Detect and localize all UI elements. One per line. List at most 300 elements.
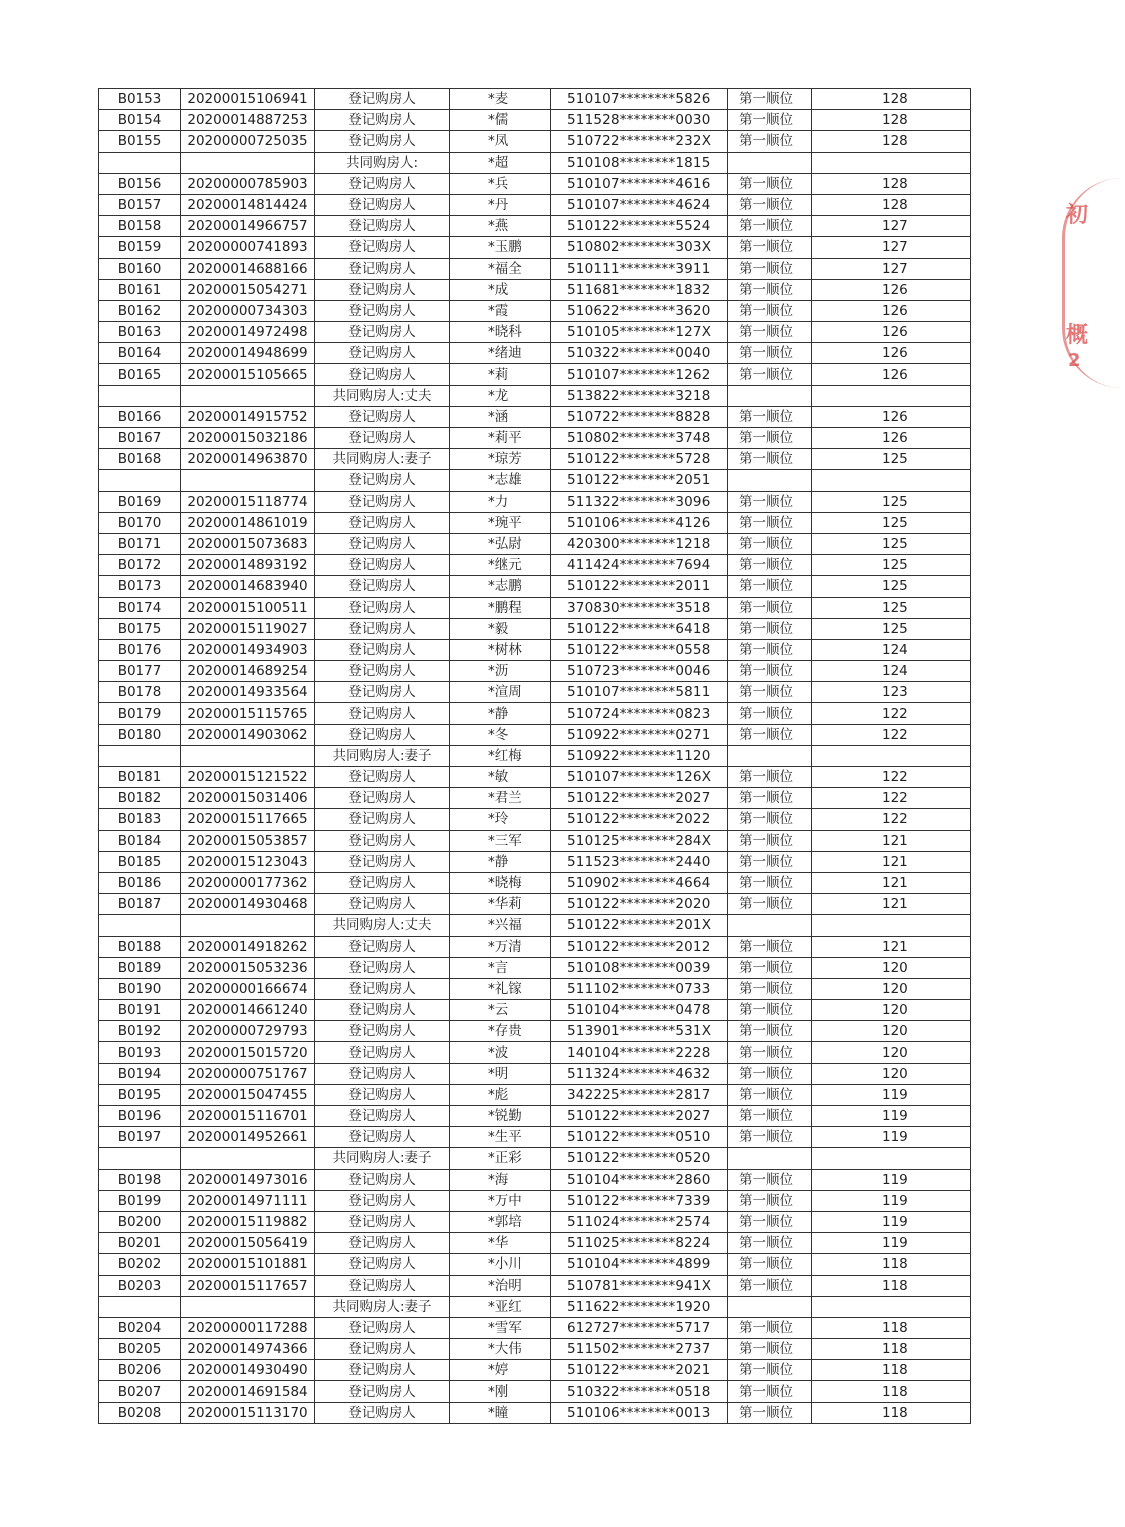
priority-order: 第一顺位 xyxy=(728,936,812,957)
applicant-role: 登记购房人 xyxy=(315,89,450,110)
priority-order: 第一顺位 xyxy=(728,1063,812,1084)
table-row xyxy=(99,1296,971,1317)
score xyxy=(812,152,971,173)
applicant-name: *丹 xyxy=(450,194,551,215)
priority-order xyxy=(728,470,812,491)
priority-order: 第一顺位 xyxy=(728,449,812,470)
id-number: 511102********0733 xyxy=(551,978,728,999)
applicant-role: 登记购房人 xyxy=(315,1063,450,1084)
row-code: B0163 xyxy=(99,322,181,343)
id-number: 510107********5811 xyxy=(551,682,728,703)
table-row xyxy=(99,1148,971,1169)
table-row xyxy=(99,1000,971,1021)
row-code: B0196 xyxy=(99,1106,181,1127)
table-row xyxy=(99,661,971,682)
score: 126 xyxy=(812,322,971,343)
priority-order: 第一顺位 xyxy=(728,428,812,449)
row-code: B0161 xyxy=(99,279,181,300)
registration-number: 20200015105665 xyxy=(181,364,315,385)
priority-order: 第一顺位 xyxy=(728,1084,812,1105)
score xyxy=(812,1148,971,1169)
row-code: B0204 xyxy=(99,1317,181,1338)
table-row xyxy=(99,110,971,131)
score: 121 xyxy=(812,830,971,851)
applicant-name: *儒 xyxy=(450,110,551,131)
applicant-name: *兴福 xyxy=(450,915,551,936)
registration-number: 20200015073683 xyxy=(181,533,315,554)
applicant-role: 登记购房人 xyxy=(315,428,450,449)
score: 118 xyxy=(812,1254,971,1275)
row-code: B0155 xyxy=(99,131,181,152)
applicant-role: 登记购房人 xyxy=(315,491,450,512)
priority-order xyxy=(728,915,812,936)
id-number: 510104********0478 xyxy=(551,1000,728,1021)
registration-number: 20200015117665 xyxy=(181,809,315,830)
table-row xyxy=(99,1381,971,1402)
table-row xyxy=(99,1339,971,1360)
table-row xyxy=(99,745,971,766)
row-code: B0168 xyxy=(99,449,181,470)
score: 121 xyxy=(812,894,971,915)
id-number: 510723********0046 xyxy=(551,661,728,682)
table-row xyxy=(99,682,971,703)
applicant-role: 共同购房人:妻子 xyxy=(315,1296,450,1317)
score: 119 xyxy=(812,1106,971,1127)
priority-order: 第一顺位 xyxy=(728,1211,812,1232)
applicant-name: *华莉 xyxy=(450,894,551,915)
row-code: B0175 xyxy=(99,618,181,639)
registration-number: 20200015031406 xyxy=(181,788,315,809)
table-row xyxy=(99,915,971,936)
applicant-name: *君兰 xyxy=(450,788,551,809)
applicant-role: 登记购房人 xyxy=(315,1233,450,1254)
applicant-name: *志雄 xyxy=(450,470,551,491)
priority-order xyxy=(728,1148,812,1169)
id-number: 510122********2027 xyxy=(551,1106,728,1127)
table-row xyxy=(99,237,971,258)
id-number: 510107********5826 xyxy=(551,89,728,110)
score: 120 xyxy=(812,1063,971,1084)
applicant-role: 共同购房人: xyxy=(315,152,450,173)
row-code: B0182 xyxy=(99,788,181,809)
score: 126 xyxy=(812,300,971,321)
registration-number: 20200014973016 xyxy=(181,1169,315,1190)
score: 118 xyxy=(812,1339,971,1360)
registration-number: 20200014930490 xyxy=(181,1360,315,1381)
applicant-name: *治明 xyxy=(450,1275,551,1296)
applicant-name: *超 xyxy=(450,152,551,173)
applicant-role: 登记购房人 xyxy=(315,1127,450,1148)
registration-number: 20200015054271 xyxy=(181,279,315,300)
priority-order: 第一顺位 xyxy=(728,131,812,152)
id-number: 511681********1832 xyxy=(551,279,728,300)
table-row xyxy=(99,279,971,300)
row-code: B0187 xyxy=(99,894,181,915)
priority-order: 第一顺位 xyxy=(728,809,812,830)
table-row xyxy=(99,576,971,597)
applicant-name: *沥 xyxy=(450,661,551,682)
score: 125 xyxy=(812,555,971,576)
row-code: B0198 xyxy=(99,1169,181,1190)
priority-order: 第一顺位 xyxy=(728,682,812,703)
priority-order: 第一顺位 xyxy=(728,555,812,576)
applicant-role: 登记购房人 xyxy=(315,894,450,915)
score xyxy=(812,1296,971,1317)
applicant-name: *晓科 xyxy=(450,322,551,343)
registration-number: 20200000166674 xyxy=(181,978,315,999)
id-number: 510122********6418 xyxy=(551,618,728,639)
id-number: 513822********3218 xyxy=(551,385,728,406)
table-row xyxy=(99,89,971,110)
id-number: 510722********8828 xyxy=(551,406,728,427)
priority-order: 第一顺位 xyxy=(728,343,812,364)
table-row xyxy=(99,1190,971,1211)
row-code: B0186 xyxy=(99,872,181,893)
priority-order: 第一顺位 xyxy=(728,618,812,639)
applicant-name: *明 xyxy=(450,1063,551,1084)
score: 122 xyxy=(812,788,971,809)
applicant-role: 登记购房人 xyxy=(315,1000,450,1021)
priority-order xyxy=(728,385,812,406)
registration-number: 20200015117657 xyxy=(181,1275,315,1296)
priority-order: 第一顺位 xyxy=(728,406,812,427)
row-code: B0191 xyxy=(99,1000,181,1021)
applicant-role: 登记购房人 xyxy=(315,173,450,194)
score: 118 xyxy=(812,1317,971,1338)
id-number: 510104********4899 xyxy=(551,1254,728,1275)
row-code: B0154 xyxy=(99,110,181,131)
registration-number: 20200014887253 xyxy=(181,110,315,131)
table-body xyxy=(99,89,971,1424)
applicant-role: 登记购房人 xyxy=(315,936,450,957)
score: 128 xyxy=(812,173,971,194)
id-number: 510108********0039 xyxy=(551,957,728,978)
applicant-role: 登记购房人 xyxy=(315,661,450,682)
score: 125 xyxy=(812,618,971,639)
table-row xyxy=(99,152,971,173)
row-code xyxy=(99,745,181,766)
applicant-name: *敏 xyxy=(450,767,551,788)
applicant-name: *大伟 xyxy=(450,1339,551,1360)
table-row xyxy=(99,1021,971,1042)
registration-number: 20200014688166 xyxy=(181,258,315,279)
priority-order: 第一顺位 xyxy=(728,1106,812,1127)
priority-order: 第一顺位 xyxy=(728,830,812,851)
table-row xyxy=(99,597,971,618)
registration-number: 20200014861019 xyxy=(181,512,315,533)
score: 126 xyxy=(812,406,971,427)
table-row xyxy=(99,300,971,321)
score: 119 xyxy=(812,1190,971,1211)
applicant-role: 登记购房人 xyxy=(315,1317,450,1338)
score: 119 xyxy=(812,1211,971,1232)
score: 123 xyxy=(812,682,971,703)
priority-order: 第一顺位 xyxy=(728,1381,812,1402)
row-code: B0178 xyxy=(99,682,181,703)
priority-order: 第一顺位 xyxy=(728,1169,812,1190)
registration-number: 20200014952661 xyxy=(181,1127,315,1148)
priority-order: 第一顺位 xyxy=(728,1360,812,1381)
id-number: 510122********7339 xyxy=(551,1190,728,1211)
applicant-table xyxy=(98,88,971,1424)
score: 120 xyxy=(812,978,971,999)
row-code: B0201 xyxy=(99,1233,181,1254)
table-row xyxy=(99,957,971,978)
table-row xyxy=(99,1402,971,1423)
id-number: 510322********0040 xyxy=(551,343,728,364)
table-row xyxy=(99,724,971,745)
row-code: B0183 xyxy=(99,809,181,830)
priority-order: 第一顺位 xyxy=(728,194,812,215)
row-code xyxy=(99,385,181,406)
applicant-name: *婷 xyxy=(450,1360,551,1381)
priority-order: 第一顺位 xyxy=(728,322,812,343)
priority-order: 第一顺位 xyxy=(728,512,812,533)
applicant-name: *小川 xyxy=(450,1254,551,1275)
row-code: B0202 xyxy=(99,1254,181,1275)
row-code xyxy=(99,152,181,173)
table-row xyxy=(99,1360,971,1381)
id-number: 411424********7694 xyxy=(551,555,728,576)
applicant-name: *波 xyxy=(450,1042,551,1063)
registration-number: 20200014934903 xyxy=(181,639,315,660)
row-code: B0197 xyxy=(99,1127,181,1148)
priority-order: 第一顺位 xyxy=(728,576,812,597)
table-row xyxy=(99,343,971,364)
priority-order: 第一顺位 xyxy=(728,110,812,131)
applicant-name: *瞳 xyxy=(450,1402,551,1423)
id-number: 342225********2817 xyxy=(551,1084,728,1105)
applicant-name: *晓梅 xyxy=(450,872,551,893)
table-row xyxy=(99,1042,971,1063)
id-number: 511024********2574 xyxy=(551,1211,728,1232)
row-code: B0205 xyxy=(99,1339,181,1360)
applicant-name: *霞 xyxy=(450,300,551,321)
registration-number: 20200015053857 xyxy=(181,830,315,851)
priority-order: 第一顺位 xyxy=(728,703,812,724)
row-code: B0189 xyxy=(99,957,181,978)
applicant-role: 登记购房人 xyxy=(315,1169,450,1190)
row-code: B0157 xyxy=(99,194,181,215)
table-row xyxy=(99,788,971,809)
row-code: B0171 xyxy=(99,533,181,554)
score: 125 xyxy=(812,533,971,554)
applicant-name: *彪 xyxy=(450,1084,551,1105)
applicant-role: 共同购房人:妻子 xyxy=(315,745,450,766)
score: 120 xyxy=(812,1000,971,1021)
table-row xyxy=(99,978,971,999)
id-number: 510107********1262 xyxy=(551,364,728,385)
row-code: B0170 xyxy=(99,512,181,533)
registration-number: 20200014971111 xyxy=(181,1190,315,1211)
table-row xyxy=(99,1169,971,1190)
id-number: 140104********2228 xyxy=(551,1042,728,1063)
row-code: B0158 xyxy=(99,216,181,237)
table-row xyxy=(99,491,971,512)
table-row xyxy=(99,428,971,449)
priority-order: 第一顺位 xyxy=(728,364,812,385)
applicant-name: *雪军 xyxy=(450,1317,551,1338)
applicant-role: 登记购房人 xyxy=(315,1106,450,1127)
row-code: B0185 xyxy=(99,851,181,872)
score: 120 xyxy=(812,957,971,978)
applicant-name: *海 xyxy=(450,1169,551,1190)
id-number: 510107********4616 xyxy=(551,173,728,194)
registration-number xyxy=(181,1296,315,1317)
table-row xyxy=(99,1211,971,1232)
row-code: B0172 xyxy=(99,555,181,576)
id-number: 510922********0271 xyxy=(551,724,728,745)
applicant-role: 登记购房人 xyxy=(315,1275,450,1296)
applicant-name: *存贵 xyxy=(450,1021,551,1042)
applicant-name: *静 xyxy=(450,851,551,872)
row-code xyxy=(99,1148,181,1169)
score: 124 xyxy=(812,661,971,682)
table-row xyxy=(99,555,971,576)
applicant-name: *亚红 xyxy=(450,1296,551,1317)
applicant-role: 登记购房人 xyxy=(315,1254,450,1275)
id-number: 510122********0520 xyxy=(551,1148,728,1169)
row-code: B0169 xyxy=(99,491,181,512)
applicant-name: *莉平 xyxy=(450,428,551,449)
registration-number xyxy=(181,152,315,173)
table-row xyxy=(99,449,971,470)
row-code: B0188 xyxy=(99,936,181,957)
applicant-name: *兵 xyxy=(450,173,551,194)
applicant-role: 共同购房人:丈夫 xyxy=(315,385,450,406)
applicant-role: 登记购房人 xyxy=(315,512,450,533)
registration-number: 20200014661240 xyxy=(181,1000,315,1021)
score: 118 xyxy=(812,1360,971,1381)
priority-order: 第一顺位 xyxy=(728,89,812,110)
id-number: 510902********4664 xyxy=(551,872,728,893)
applicant-role: 登记购房人 xyxy=(315,364,450,385)
priority-order: 第一顺位 xyxy=(728,978,812,999)
registration-number: 20200014893192 xyxy=(181,555,315,576)
table-row xyxy=(99,216,971,237)
applicant-name: *福全 xyxy=(450,258,551,279)
score: 128 xyxy=(812,131,971,152)
applicant-role: 登记购房人 xyxy=(315,597,450,618)
registration-number: 20200000117288 xyxy=(181,1317,315,1338)
row-code: B0166 xyxy=(99,406,181,427)
applicant-role: 登记购房人 xyxy=(315,1360,450,1381)
registration-number: 20200015119882 xyxy=(181,1211,315,1232)
row-code: B0190 xyxy=(99,978,181,999)
table-row xyxy=(99,767,971,788)
applicant-role: 登记购房人 xyxy=(315,576,450,597)
priority-order: 第一顺位 xyxy=(728,258,812,279)
applicant-name: *玲 xyxy=(450,809,551,830)
priority-order: 第一顺位 xyxy=(728,1000,812,1021)
score: 122 xyxy=(812,767,971,788)
row-code: B0207 xyxy=(99,1381,181,1402)
registration-number: 20200015053236 xyxy=(181,957,315,978)
applicant-role: 登记购房人 xyxy=(315,300,450,321)
row-code: B0162 xyxy=(99,300,181,321)
applicant-name: *树林 xyxy=(450,639,551,660)
applicant-role: 登记购房人 xyxy=(315,1084,450,1105)
id-number: 510122********5524 xyxy=(551,216,728,237)
table-row xyxy=(99,894,971,915)
priority-order: 第一顺位 xyxy=(728,788,812,809)
applicant-role: 登记购房人 xyxy=(315,131,450,152)
score: 128 xyxy=(812,194,971,215)
applicant-role: 登记购房人 xyxy=(315,767,450,788)
row-code: B0206 xyxy=(99,1360,181,1381)
registration-number: 20200014963870 xyxy=(181,449,315,470)
row-code: B0156 xyxy=(99,173,181,194)
id-number: 510322********0518 xyxy=(551,1381,728,1402)
applicant-role: 登记购房人 xyxy=(315,1381,450,1402)
priority-order: 第一顺位 xyxy=(728,872,812,893)
table-row xyxy=(99,194,971,215)
applicant-name: *礼镓 xyxy=(450,978,551,999)
row-code: B0177 xyxy=(99,661,181,682)
priority-order: 第一顺位 xyxy=(728,237,812,258)
id-number: 511502********2737 xyxy=(551,1339,728,1360)
registration-number: 20200014966757 xyxy=(181,216,315,237)
id-number: 511523********2440 xyxy=(551,851,728,872)
registration-number: 20200015015720 xyxy=(181,1042,315,1063)
applicant-name: *红梅 xyxy=(450,745,551,766)
id-number: 510122********2012 xyxy=(551,936,728,957)
registration-number: 20200015116701 xyxy=(181,1106,315,1127)
id-number: 510122********2020 xyxy=(551,894,728,915)
registration-number: 20200015106941 xyxy=(181,89,315,110)
priority-order: 第一顺位 xyxy=(728,1402,812,1423)
applicant-name: *渲周 xyxy=(450,682,551,703)
row-code: B0167 xyxy=(99,428,181,449)
table-row xyxy=(99,703,971,724)
id-number: 510622********3620 xyxy=(551,300,728,321)
priority-order: 第一顺位 xyxy=(728,639,812,660)
table-row xyxy=(99,322,971,343)
applicant-role: 登记购房人 xyxy=(315,809,450,830)
table-row xyxy=(99,1275,971,1296)
id-number: 510108********1815 xyxy=(551,152,728,173)
applicant-role: 登记购房人 xyxy=(315,830,450,851)
row-code xyxy=(99,1296,181,1317)
table-row xyxy=(99,1084,971,1105)
registration-number: 20200015100511 xyxy=(181,597,315,618)
table-row xyxy=(99,1317,971,1338)
priority-order: 第一顺位 xyxy=(728,300,812,321)
priority-order: 第一顺位 xyxy=(728,533,812,554)
id-number: 510122********2051 xyxy=(551,470,728,491)
table-row xyxy=(99,1254,971,1275)
row-code xyxy=(99,915,181,936)
priority-order xyxy=(728,745,812,766)
id-number: 510122********2021 xyxy=(551,1360,728,1381)
registration-number: 20200014974366 xyxy=(181,1339,315,1360)
score: 119 xyxy=(812,1169,971,1190)
applicant-name: *三军 xyxy=(450,830,551,851)
applicant-name: *绪迪 xyxy=(450,343,551,364)
registration-number xyxy=(181,1148,315,1169)
registration-number: 20200014933564 xyxy=(181,682,315,703)
score: 125 xyxy=(812,576,971,597)
id-number: 510122********2022 xyxy=(551,809,728,830)
row-code: B0174 xyxy=(99,597,181,618)
table-row xyxy=(99,830,971,851)
score: 126 xyxy=(812,279,971,300)
score: 119 xyxy=(812,1084,971,1105)
table-row xyxy=(99,364,971,385)
priority-order: 第一顺位 xyxy=(728,894,812,915)
id-number: 511324********4632 xyxy=(551,1063,728,1084)
applicant-role: 登记购房人 xyxy=(315,258,450,279)
